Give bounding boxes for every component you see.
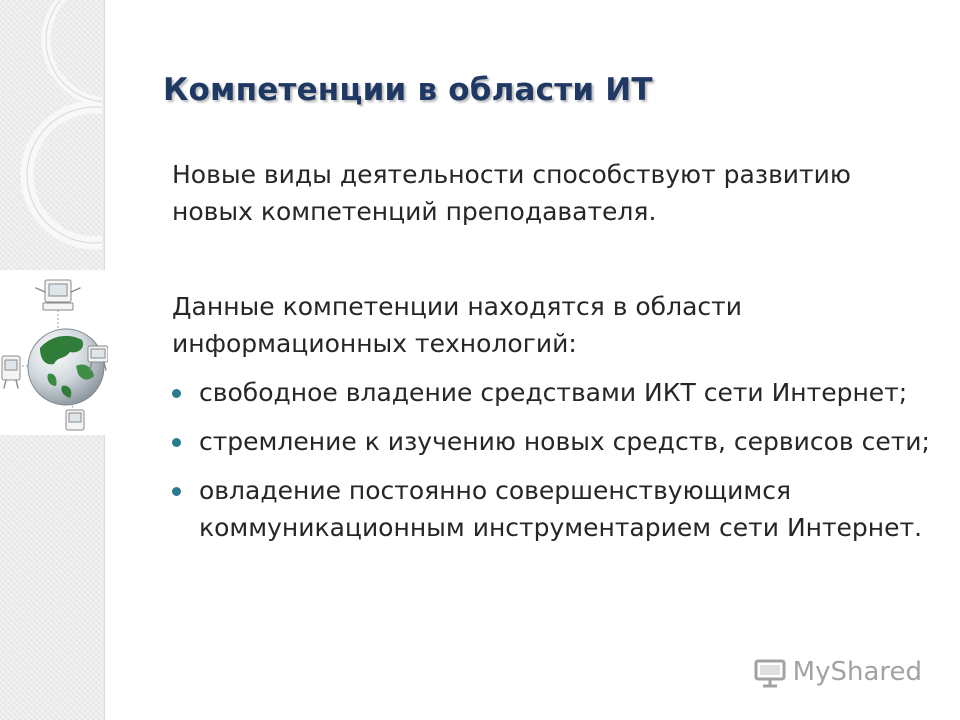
watermark [753,656,922,688]
paragraph-intro: Новые виды деятельности способствуют развитию новых компетенций преподавателя. [172,160,851,226]
list-item [172,374,932,411]
list-item [172,423,932,460]
bullet-icon [172,389,181,398]
list-item-text: овладение постоянно совершенствующимся коммуникационным инструментарием сети Интернет. [199,476,923,542]
slide-body [172,156,932,558]
decorative-rings [0,0,105,270]
globe-with-computers-icon [0,270,108,435]
paragraph-competencies: Данные компетенции находятся в области информационных технологий: [172,292,742,358]
watermark-text: MyShared [792,657,922,687]
bullet-icon [172,487,181,496]
presentation-board-icon [753,656,787,688]
list-item-text: свободное владение средствами ИКТ сети Интернет; [199,378,908,407]
slide-title: Компетенции в области ИТ [163,72,653,108]
list-item [172,472,932,546]
list-item-text: стремление к изучению новых средств, сервисов сети; [199,427,930,456]
globe-illustration [0,270,108,435]
bullet-icon [172,438,181,447]
competency-list [172,374,932,546]
